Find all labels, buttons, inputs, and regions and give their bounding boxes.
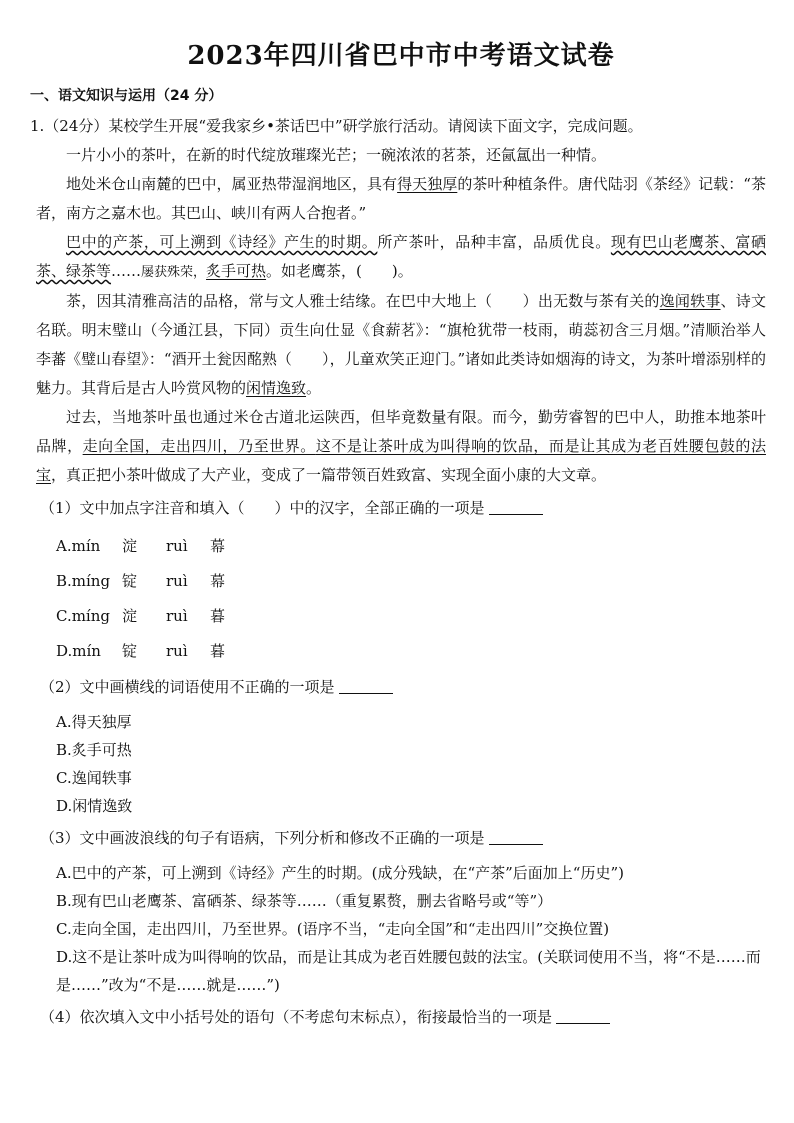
option-b[interactable]: B.现有巴山老鹰茶、富硒茶、绿茶等……（重复累赘，删去省略号或“等”） [56, 892, 553, 910]
option-char: 暮 [210, 642, 226, 660]
passage-text: 茶，因其清雅高洁的品格，常与文人雅士结缘。在巴中大地上（ ）出无数与茶有关的 [66, 292, 660, 310]
underlined-phrase: 得天独厚 [397, 175, 458, 193]
passage-text: 所产茶叶，品种丰富，品质优良。 [377, 233, 611, 251]
option-d[interactable]: D.闲情逸致 [56, 797, 133, 815]
passage-paragraph-5 [36, 403, 766, 490]
subquestion-stem: （2）文中画横线的词语使用不正确的一项是 [40, 678, 335, 696]
option-char: 幕 [210, 537, 226, 555]
wavy-sentence: 现有巴山老鹰茶、富硒茶、绿茶等 [36, 233, 766, 280]
subquestion-stem: （1）文中加点字注音和填入（ ）中的汉字，全部正确的一项是 [40, 499, 485, 517]
answer-blank[interactable] [489, 500, 543, 515]
underlined-phrase: 闲情逸致 [246, 379, 307, 397]
option-char: 幕 [210, 572, 226, 590]
subquestion-stem: （3）文中画波浪线的句子有语病，下列分析和修改不正确的一项是 [40, 829, 485, 847]
passage-paragraph-2 [36, 170, 766, 228]
option-row[interactable] [56, 529, 766, 564]
option-row[interactable] [56, 599, 766, 634]
passage-paragraph-1 [36, 141, 766, 170]
passage-text: 、诗文名联。明末璧山（今通江县，下同）贡生向仕显《食薪茗》：“旗枪犹带一枝雨，萌蕊初含三月烟。”清顺治举人李蕃《璧山春望》：“酒开土瓮因酩熟（ ），儿童欢笑正迎门。”诸如此类诗如烟海的诗文，为茶叶增添别样的魅力。其背后是古人吟赏风物的 [36, 292, 766, 397]
underlined-sentence: 这不是让茶叶成为叫得响的饮品，而是让其成为老百姓腰包鼓的法宝 [36, 437, 766, 484]
option-pinyin: B.míng [56, 572, 111, 590]
option-char: 淀 [122, 537, 138, 555]
section-heading: 一、语文知识与运用（24 分） [30, 88, 223, 104]
option-row[interactable] [56, 634, 766, 669]
question-1-head: 1.（24分）某校学生开展“爱我家乡•茶话巴中”研学旅行活动。请阅读下面文字，完成问题。 [30, 117, 643, 135]
wavy-sentence: 巴中的产茶，可上溯到《诗经》产生的时期。 [66, 233, 378, 251]
passage-text: 一片小小的茶叶，在新的时代绽放璀璨光芒；一碗浓浓的茗茶，还氤氲出一种情。 [66, 146, 607, 164]
option-a[interactable]: A.巴中的产茶，可上溯到《诗经》产生的时期。(成分残缺，在“产茶”后面加上“历史”) [56, 864, 624, 882]
subquestion-1 [40, 494, 766, 523]
option-char: 锭 [122, 642, 138, 660]
option-char: 锭 [122, 572, 138, 590]
passage-text: 。如老鹰茶，( )。 [266, 262, 413, 280]
subquestion-4 [40, 1003, 766, 1032]
option-b[interactable]: B.炙手可热 [56, 741, 132, 759]
option-pinyin: ruì [166, 607, 188, 625]
answer-blank[interactable] [339, 679, 393, 694]
option-pinyin: ruì [166, 537, 188, 555]
option-pinyin: ruì [166, 572, 188, 590]
option-char: 暮 [210, 607, 226, 625]
option-c[interactable]: C.逸闻轶事 [56, 769, 132, 787]
passage-text: …… [111, 262, 142, 280]
option-char: 淀 [122, 607, 138, 625]
option-pinyin: D.mín [56, 642, 101, 660]
option-pinyin: A.mín [56, 537, 101, 555]
passage-text: 。 [306, 379, 322, 397]
subquestion-2 [40, 673, 766, 702]
exam-page [30, 40, 766, 1038]
answer-blank[interactable] [556, 1009, 610, 1024]
passage-paragraph-3 [36, 228, 766, 287]
passage-text: ，真正把小茶叶做成了大产业，变成了一篇带领百姓致富、实现全面小康的大文章。 [51, 466, 607, 484]
option-c[interactable]: C.走向全国，走出四川，乃至世界。(语序不当，“走向全国”和“走出四川”交换位置) [56, 920, 610, 938]
option-pinyin: C.míng [56, 607, 110, 625]
answer-blank[interactable] [489, 830, 543, 845]
passage-text: 地处米仓山南麓的巴中，属亚热带湿润地区，具有 [66, 175, 398, 193]
passage-text-small: 屡获殊荣， [141, 265, 207, 280]
option-d[interactable]: D.这不是让茶叶成为叫得响的饮品，而是让其成为老百姓腰包鼓的法宝。(关联词使用不当，将“不是……而是……”改为“不是……就是……”) [56, 948, 761, 994]
option-a[interactable]: A.得天独厚 [56, 713, 132, 731]
passage-text: 过去，当地茶叶虽也通过米仓古道北运陕西，但毕竟数量有限。而今，勤劳睿智的巴中人，助推本地茶叶品牌， [36, 408, 766, 455]
passage-paragraph-4 [36, 287, 766, 403]
subquestion-stem: （4）依次填入文中小括号处的语句（不考虑句末标点），衔接最恰当的一项是 [40, 1008, 553, 1026]
page-title: 2023年四川省巴中市中考语文试卷 [187, 41, 615, 71]
option-pinyin: ruì [166, 642, 188, 660]
passage-text: 的茶叶种植条件。唐代陆羽《茶经》记载：“茶者，南方之嘉木也。其巴山、峡川有两人合抱者。” [36, 175, 766, 222]
option-row[interactable] [56, 564, 766, 599]
underlined-sentence: 走向全国，走出四川，乃至世界。 [82, 437, 316, 455]
underlined-phrase: 逸闻轶事 [659, 292, 721, 310]
subquestion-3 [40, 824, 766, 853]
underlined-phrase: 炙手可热 [206, 262, 267, 280]
